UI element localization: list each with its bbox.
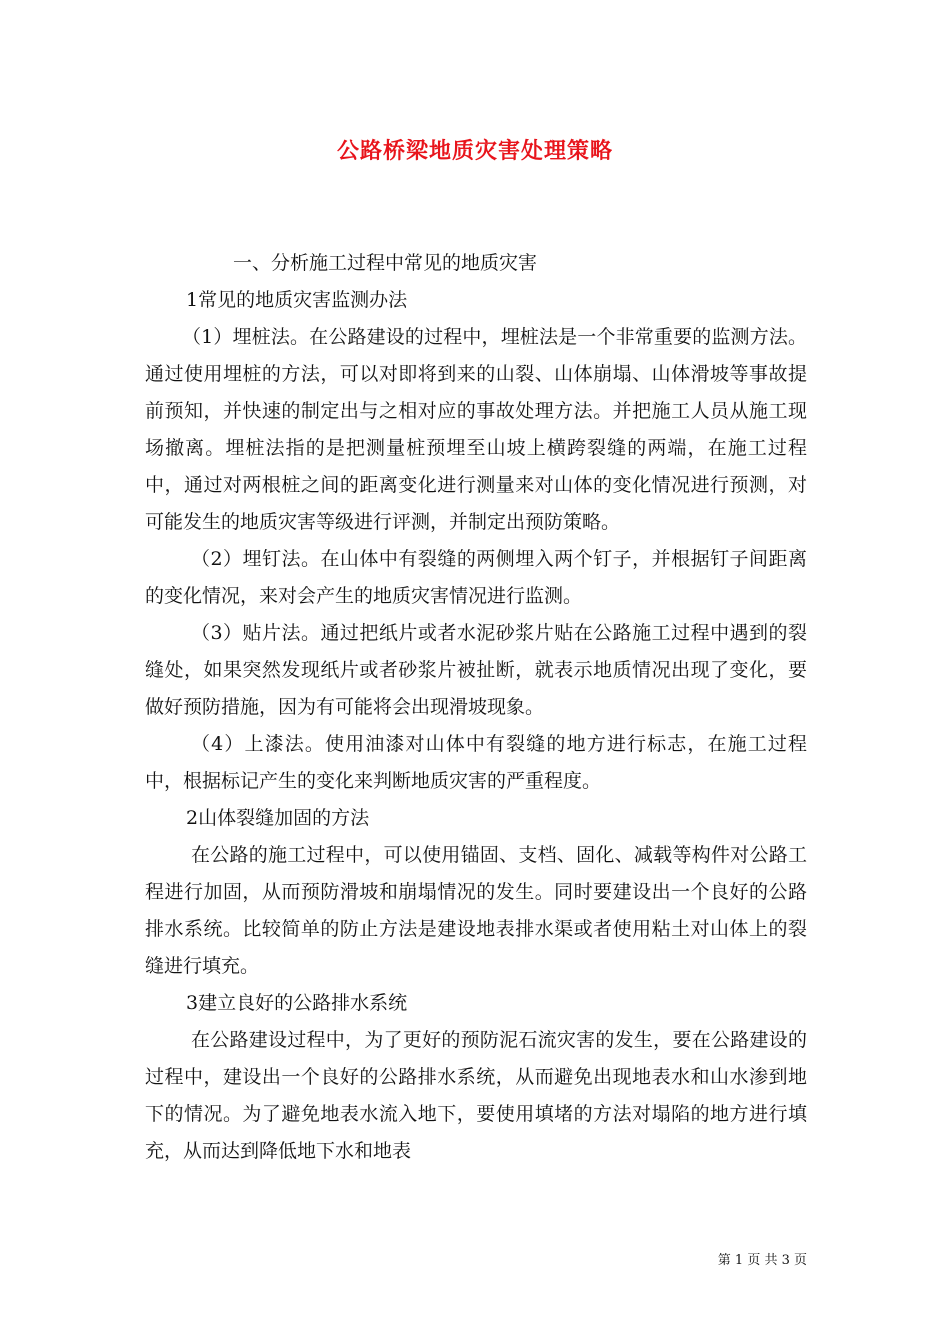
paragraph-burying-nail: （2）埋钉法。在山体中有裂缝的两侧埋入两个钉子，并根据钉子间距离的变化情况，来对会产生的地质灾害情况进行监测。 bbox=[145, 548, 807, 607]
document-body bbox=[145, 245, 807, 1170]
paragraph-paint: （4）上漆法。使用油漆对山体中有裂缝的地方进行标志，在施工过程中，根据标记产生的变化来判断地质灾害的严重程度。 bbox=[145, 733, 807, 792]
paragraph-burying-pile: （1）埋桩法。在公路建设的过程中，埋桩法是一个非常重要的监测方法。通过使用埋桩的方法，可以对即将到来的山裂、山体崩塌、山体滑坡等事故提前预知，并快速的制定出与之相对应的事故处理方法。并把施工人员从施工现场撤离。埋桩法指的是把测量桩预埋至山坡上横跨裂缝的两端，在施工过程中，通过对两根桩之间的距离变化进行测量来对山体的变化情况进行预测，对可能发生的地质灾害等级进行评测，并制定出预防策略。 bbox=[145, 326, 807, 533]
section-heading: 一、分析施工过程中常见的地质灾害 bbox=[233, 252, 538, 274]
page-number: 第 1 页 共 3 页 bbox=[717, 1253, 807, 1268]
document-title: 公路桥梁地质灾害处理策略 bbox=[336, 138, 613, 164]
paragraph-drainage: 在公路建设过程中，为了更好的预防泥石流灾害的发生，要在公路建设的过程中，建设出一个良好的公路排水系统，从而避免出现地表水和山水渗到地下的情况。为了避免地表水流入地下，要使用填堵的方法对塌陷的地方进行填充，从而达到降低地下水和地表 bbox=[145, 1029, 807, 1162]
subsection-heading-3: 3建立良好的公路排水系统 bbox=[186, 992, 408, 1014]
subsection-heading-1: 1常见的地质灾害监测办法 bbox=[186, 289, 408, 311]
paragraph-reinforcement: 在公路的施工过程中，可以使用锚固、支档、固化、减载等构件对公路工程进行加固，从而预防滑坡和崩塌情况的发生。同时要建设出一个良好的公路排水系统。比较简单的防止方法是建设地表排水渠或者使用粘土对山体上的裂缝进行填充。 bbox=[145, 844, 807, 977]
paragraph-patch: （3）贴片法。通过把纸片或者水泥砂浆片贴在公路施工过程中遇到的裂缝处，如果突然发现纸片或者砂浆片被扯断，就表示地质情况出现了变化，要做好预防措施，因为有可能将会出现滑坡现象。 bbox=[145, 622, 807, 718]
subsection-heading-2: 2山体裂缝加固的方法 bbox=[186, 807, 370, 829]
